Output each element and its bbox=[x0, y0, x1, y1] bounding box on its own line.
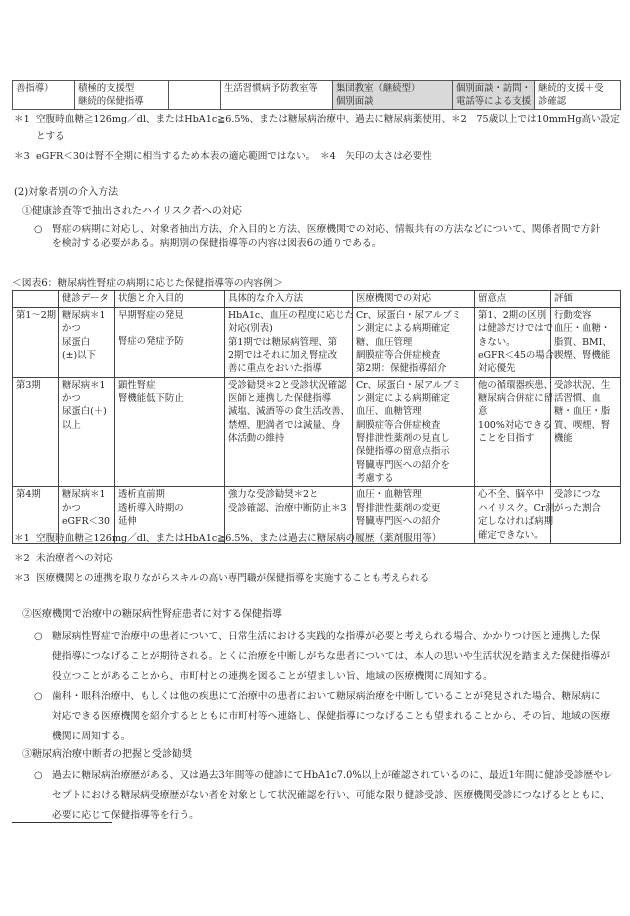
footnote-mark: ＊2 bbox=[14, 553, 30, 564]
subsection-heading: ②医療機関で治療中の糖尿病性腎症患者に対する保健指導 bbox=[22, 609, 282, 620]
paragraph-line: 機関に周知する。 bbox=[52, 731, 131, 742]
cell-text: 顕性腎症 bbox=[118, 379, 156, 391]
evaluation-cell bbox=[551, 487, 621, 543]
cell-text: きない。 bbox=[478, 336, 516, 348]
footnote-mark: ＊3 bbox=[14, 151, 30, 162]
table-footnote-1 bbox=[14, 532, 442, 546]
cell-text: 透析直前期 bbox=[118, 489, 165, 501]
cell-text: 以上 bbox=[62, 419, 81, 431]
footnote-text: 未治療者への対応 bbox=[36, 553, 113, 564]
cell-text: 受診につな bbox=[554, 489, 601, 501]
bullet-item bbox=[34, 687, 624, 747]
footnote-text: 空腹時血糖≧126mg／dl、またはHbA1c≧6.5%、または糖尿病治療中、過去に糖尿病薬使用、＊2 75歳以上では10mmHg高い設定 bbox=[36, 114, 620, 125]
table-footnote-2 bbox=[14, 552, 113, 566]
method-cell bbox=[225, 308, 353, 378]
cell-text: 腎機能低下防止 bbox=[118, 393, 184, 405]
stage-guidance-table bbox=[12, 290, 621, 544]
column-header bbox=[13, 291, 59, 308]
column-header: 健診データ bbox=[59, 291, 115, 308]
bullet-mark: ○ bbox=[34, 770, 43, 781]
column-header: 留意点 bbox=[475, 291, 551, 308]
bullet-item bbox=[34, 627, 624, 687]
cell-text: 腎排泄性薬剤の見直し bbox=[356, 433, 450, 445]
table-cell: 継続的支援＋受 診確認 bbox=[535, 81, 621, 110]
paragraph-line: セプトにおける糖尿病受療歴がない者を対象として状況確認を行い、可能な限り健診受診、医療機関受診につなげるとともに、 bbox=[52, 790, 611, 801]
cell-text: 禁煙、肥満者では減量、身 bbox=[228, 419, 341, 431]
table-row bbox=[13, 81, 621, 110]
cell-text: かつ bbox=[62, 323, 81, 335]
footnote-1-cont bbox=[14, 130, 65, 144]
medical-cell bbox=[353, 308, 475, 378]
cell-text: 定しなければ病期 bbox=[478, 516, 554, 528]
cell-text: 腎臓専門医への紹介 bbox=[356, 516, 441, 528]
cell-text: 減塩、減酒等の食生活改善、 bbox=[228, 406, 350, 418]
cell-text: 血圧・血糖・ bbox=[554, 323, 611, 335]
cell-text: 糖・血圧・脂 bbox=[554, 406, 611, 418]
cell-text: かつ bbox=[62, 393, 81, 405]
cell-text: 糖尿病＊1 bbox=[62, 310, 106, 321]
notes-cell bbox=[475, 377, 554, 487]
cell-text: 血圧、血糖管理 bbox=[356, 406, 422, 418]
cell-text: 早期腎症の発見 bbox=[118, 310, 184, 321]
cell-text: かつ bbox=[62, 502, 81, 514]
footnote-text: とする bbox=[36, 131, 65, 142]
cell-text: は健診だけではで bbox=[478, 323, 554, 335]
cell-text: 行動変容 bbox=[554, 310, 592, 321]
cell-text: 血圧・血糖管理 bbox=[356, 489, 422, 501]
cell-text: 網膜症等合併症検査 bbox=[356, 419, 441, 431]
cell-text: 対応(別表) bbox=[228, 323, 273, 335]
cell-text: 第3期 bbox=[16, 379, 41, 391]
cell-text: 意 bbox=[478, 406, 488, 418]
cell-text: Cr、尿蛋白・尿アルブミ bbox=[356, 310, 462, 321]
cell-text: 体活動の維持 bbox=[228, 433, 285, 445]
cell-text: 機能 bbox=[554, 433, 573, 445]
evaluation-cell bbox=[551, 308, 621, 378]
cell-text: 活習慣、血 bbox=[554, 393, 601, 405]
paragraph-line: 腎症の病期に対応し、対象者抽出方法、介入目的と方法、医療機関での対応、情報共有の方法などについて、関係者間で方針 bbox=[52, 224, 601, 235]
section-heading: (2)対象者別の介入方法 bbox=[14, 187, 119, 198]
column-header: 状態と介入目的 bbox=[115, 291, 225, 308]
cell-text: 確定できない。 bbox=[478, 529, 544, 541]
table-cell: 個別面談・訪問・ 電話等による支援 bbox=[453, 81, 535, 110]
cell-text: 他の循環器疾患、 bbox=[478, 379, 554, 391]
bullet-mark: ○ bbox=[34, 631, 43, 642]
data-cell bbox=[59, 377, 115, 487]
notes-cell bbox=[475, 487, 555, 543]
subsection-heading: ①健康診査等で抽出されたハイリスク者への対応 bbox=[22, 206, 242, 217]
cell-text: 脂質、BMI、 bbox=[554, 336, 612, 348]
column-header: 評価 bbox=[551, 291, 621, 308]
footnote-divider bbox=[12, 822, 112, 823]
medical-cell bbox=[353, 377, 475, 487]
cell-text: 腎排泄性薬剤の変更 bbox=[356, 502, 441, 514]
data-cell bbox=[59, 308, 115, 378]
column-header: 医療機関での対応 bbox=[353, 291, 475, 308]
cell-text: 考慮する bbox=[356, 473, 394, 485]
paragraph-line: 歯科・眼科治療中、もしくは他の疾患にて治療中の患者において糖尿病治療を中断していることが発見された場合、糖尿病に bbox=[52, 691, 601, 702]
cell-text: 100%対応できる bbox=[478, 419, 552, 431]
cell-text: 第4期 bbox=[16, 489, 41, 501]
evaluation-cell bbox=[551, 377, 621, 487]
table-header-row bbox=[13, 291, 621, 308]
footnote-text: 空腹時血糖≧126mg／dl、またはHbA1c≧6.5%、または過去に糖尿病の履歴（薬剤服用等） bbox=[36, 533, 442, 544]
bullet-item bbox=[34, 223, 624, 251]
purpose-cell bbox=[115, 308, 225, 378]
method-cell bbox=[225, 377, 353, 487]
footnote-text: 医療機関との連携を取りながらスキルの高い専門職が保健指導を実施することも考えられる bbox=[36, 573, 430, 584]
column-header: 具体的な介入方法 bbox=[225, 291, 353, 308]
cell-text: 保健指導の留意点指示 bbox=[356, 446, 450, 458]
notes-cell bbox=[475, 308, 564, 378]
table-cell: 生活習慣病予防教室等 bbox=[221, 81, 333, 110]
table-cell: 積極的支援型 継続的保健指導 bbox=[75, 81, 169, 110]
cell-text: 強力な受診勧奨＊2と bbox=[228, 489, 319, 501]
footnote-mark: ＊1 bbox=[14, 114, 30, 125]
footnote-1 bbox=[14, 113, 620, 127]
cell-text: 網膜症等合併症検査 bbox=[356, 350, 441, 362]
cell-text: 透析導入時期の bbox=[118, 502, 184, 514]
cell-text: 尿蛋白(＋) bbox=[62, 406, 107, 418]
cell-text: 糖尿病合併症に留 bbox=[478, 393, 554, 405]
table-cell bbox=[169, 81, 221, 110]
cell-text: HbA1c、血圧の程度に応じた bbox=[228, 310, 354, 321]
cell-text: ことを目指す bbox=[478, 433, 535, 445]
stage-cell bbox=[13, 377, 59, 487]
cell-text: ン測定による病期確定 bbox=[356, 393, 450, 405]
subsection-heading: ③糖尿病治療中断者の把握と受診勧奨 bbox=[22, 749, 192, 760]
paragraph-line: を検討する必要がある。病期別の保健指導等の内容は図表6の通りである。 bbox=[52, 238, 382, 250]
cell-text: 第2期：保健指導紹介 bbox=[356, 363, 447, 375]
cell-text: 対応優先 bbox=[478, 363, 516, 375]
cell-text: 善に重点をおいた指導 bbox=[228, 363, 322, 375]
paragraph-line: 必要に応じて保健指導等を行う。 bbox=[52, 810, 199, 821]
cell-text: 質、喫煙、腎 bbox=[554, 419, 611, 431]
cell-text: 心不全、脳卒中 bbox=[478, 489, 544, 501]
paragraph-line: 糖尿病性腎症で治療中の患者について、日常生活における実践的な指導が必要と考えられる場合、かかりつけ医と連携した保 bbox=[52, 631, 601, 642]
paragraph-line: 対応できる医療機関を紹介するとともに市町村等へ連絡し、保健指導につなげることも望まれることから、その旨、地域の医療 bbox=[52, 711, 611, 722]
cell-text: 受診確認、治療中断防止＊3 bbox=[228, 502, 347, 514]
cell-text: eGFR＜30 bbox=[62, 516, 110, 528]
cell-text: 糖尿病＊1 bbox=[62, 379, 106, 391]
table-row bbox=[13, 377, 621, 487]
footnote-3 bbox=[14, 150, 432, 164]
cell-text: 第1、2期の区別 bbox=[478, 310, 547, 321]
cell-text: 第1期では糖尿病管理、第 bbox=[228, 336, 338, 348]
table-cell: 善指導） bbox=[13, 81, 75, 110]
bullet-mark: ○ bbox=[34, 224, 43, 235]
table-row bbox=[13, 308, 621, 378]
cell-text: 第1～2期 bbox=[16, 310, 57, 321]
paragraph-line: 役立つことがあることから、市町村との連携を図ることが望ましい旨、地域の医療機関に周知する。 bbox=[52, 671, 493, 682]
cell-text: Cr、尿蛋白・尿アルブミ bbox=[356, 379, 462, 391]
cell-text: 喫煙、腎機能 bbox=[554, 350, 611, 362]
cell-text: 延伸 bbox=[118, 516, 137, 528]
cell-text: 医師と連携した保健指導 bbox=[228, 393, 332, 405]
footnote-mark: ＊1 bbox=[14, 533, 30, 544]
paragraph-line: 過去に糖尿病治療歴がある、又は過去3年間等の健診にてHbA1c7.0%以上が確認されているのに、最近1年間に健診受診歴やレ bbox=[52, 770, 613, 781]
cell-text: 腎症の発症予防 bbox=[118, 336, 184, 348]
cell-text: 受診状況、生 bbox=[554, 379, 611, 391]
table-footnote-3 bbox=[14, 572, 429, 586]
cell-text: 糖、血圧管理 bbox=[356, 336, 413, 348]
cell-text: (±)以下 bbox=[62, 350, 96, 362]
footnote-mark: ＊3 bbox=[14, 573, 30, 584]
bullet-mark: ○ bbox=[34, 691, 43, 702]
cell-text: ハイリスク。Cr測 bbox=[478, 502, 555, 514]
footnote-text: eGFR＜30は腎不全期に相当するため本表の適応範囲ではない。 ＊4 矢印の太さは必要性 bbox=[36, 151, 432, 162]
cell-text: eGFR＜45の場合、 bbox=[478, 350, 564, 362]
cell-text: 受診勧奨＊2と受診状況確認 bbox=[228, 379, 347, 391]
cell-text: がった割合 bbox=[554, 502, 601, 514]
cell-text: 糖尿病＊1 bbox=[62, 489, 106, 501]
purpose-cell bbox=[115, 377, 225, 487]
table-cell: 集団教室（継続型） 個別面談 bbox=[333, 81, 453, 110]
cell-text: 尿蛋白 bbox=[62, 336, 91, 348]
figure-caption: ＜図表6：糖尿病性腎症の病期に応じた保健指導等の内容例＞ bbox=[12, 278, 283, 289]
top-table-fragment bbox=[12, 80, 621, 110]
bullet-item bbox=[34, 766, 624, 826]
cell-text bbox=[118, 322, 221, 335]
cell-text: 2期ではそれに加え腎症改 bbox=[228, 350, 338, 362]
cell-text: 腎臓専門医への紹介を bbox=[356, 459, 450, 471]
cell-text: ン測定による病期確定 bbox=[356, 323, 450, 335]
paragraph-line: 健指導につなげることが期待される。とくに治療を中断しがちな患者については、本人の思いや生活状況を踏まえた保健指導が bbox=[52, 651, 611, 662]
stage-cell bbox=[13, 308, 59, 378]
